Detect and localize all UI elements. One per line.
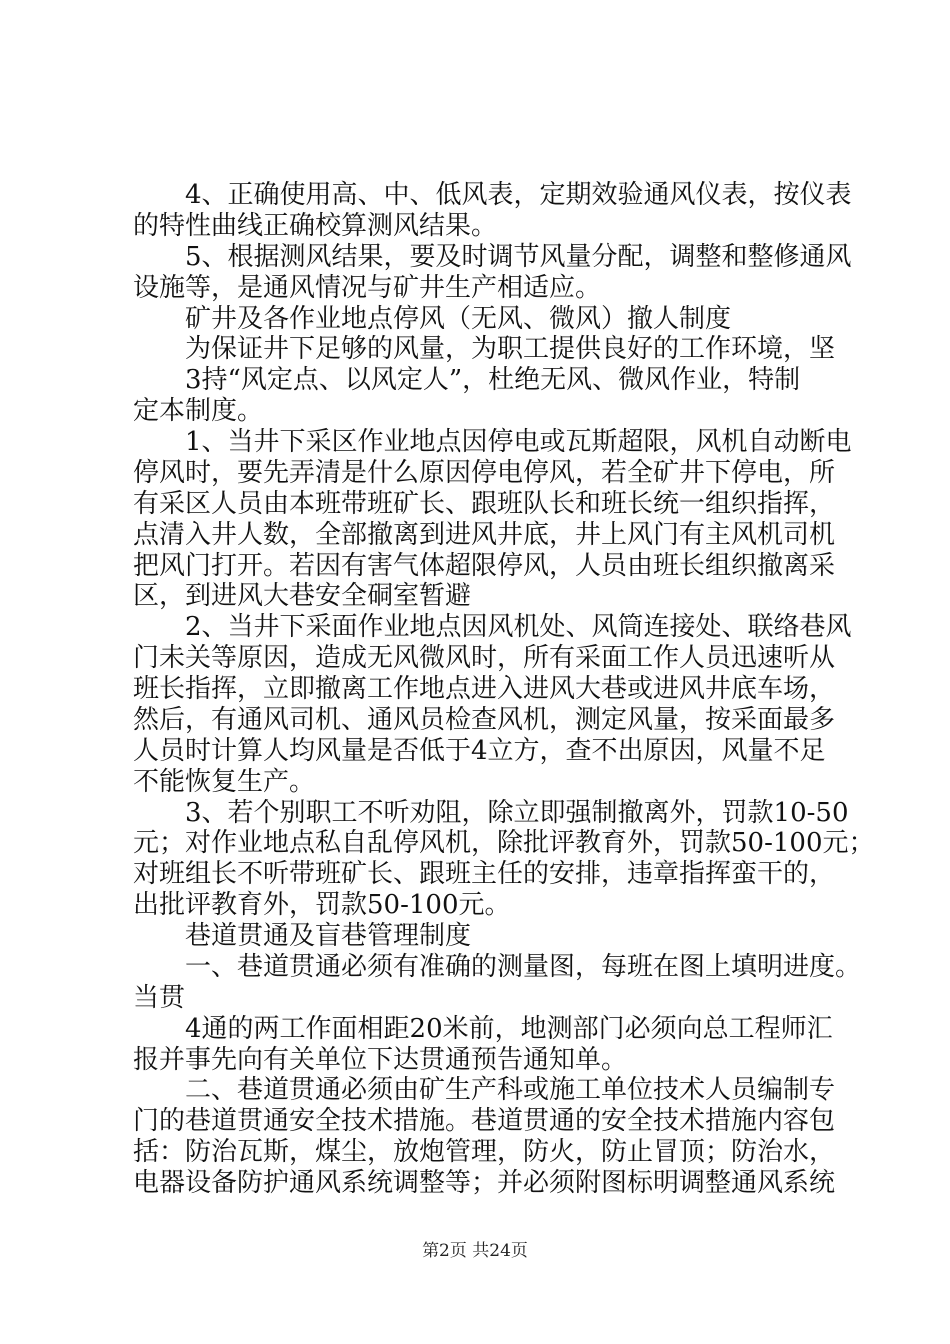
- paragraph-line: 2、当井下采面作业地点因风机处、风筒连接处、联络巷风: [133, 612, 852, 642]
- paragraph-line: 二、巷道贯通必须由矿生产科或施工单位技术人员编制专: [133, 1075, 836, 1105]
- paragraph-line: 1、当井下采区作业地点因停电或瓦斯超限，风机自动断电: [133, 427, 852, 457]
- paragraph-line: 的特性曲线正确校算测风结果。: [133, 211, 498, 241]
- paragraph-line: 3、若个别职工不听劝阻，除立即强制撤离外，罚款10-50: [133, 798, 849, 828]
- paragraph-line: 为保证井下足够的风量，为职工提供良好的工作环境，坚: [133, 334, 836, 364]
- paragraph-line: 电器设备防护通风系统调整等；并必须附图标明调整通风系统: [133, 1168, 836, 1198]
- paragraph-line: 4、正确使用高、中、低风表，定期效验通风仪表，按仪表: [133, 180, 852, 210]
- paragraph-line: 报并事先向有关单位下达贯通预告通知单。: [133, 1045, 628, 1075]
- paragraph-line: 当贯: [133, 983, 186, 1013]
- paragraph-line: 设施等，是通风情况与矿井生产相适应。: [133, 273, 602, 303]
- paragraph-line: 元；对作业地点私自乱停风机，除批评教育外，罚款50-100元；: [133, 828, 875, 858]
- paragraph-line: 点清入井人数，全部撤离到进风井底，井上风门有主风机司机: [133, 520, 836, 550]
- paragraph-line: 一、巷道贯通必须有准确的测量图，每班在图上填明进度。: [133, 952, 862, 982]
- paragraph-line: 停风时，要先弄清是什么原因停电停风，若全矿井下停电，所: [133, 458, 836, 488]
- paragraph-line: 括：防治瓦斯，煤尘，放炮管理，防火，防止冒顶；防治水，: [133, 1137, 836, 1167]
- section-heading: 矿井及各作业地点停风（无风、微风）撤人制度: [133, 304, 732, 334]
- paragraph-line: 定本制度。: [133, 396, 264, 426]
- paragraph-line: 5、根据测风结果，要及时调节风量分配，调整和整修通风: [133, 242, 852, 272]
- paragraph-line: 4通的两工作面相距20米前，地测部门必须向总工程师汇: [133, 1014, 833, 1044]
- paragraph-line: 出批评教育外，罚款50-100元。: [133, 890, 511, 920]
- paragraph-line: 对班组长不听带班矿长、跟班主任的安排，违章指挥蛮干的，: [133, 859, 836, 889]
- paragraph-line: 3持“风定点、以风定人”，杜绝无风、微风作业，特制: [133, 365, 801, 395]
- paragraph-line: 人员时计算人均风量是否低于4立方，查不出原因，风量不足: [133, 736, 826, 766]
- page-number-footer: 第2页 共24页: [422, 1241, 528, 1261]
- paragraph-line: 不能恢复生产。: [133, 767, 316, 797]
- section-heading: 巷道贯通及盲巷管理制度: [133, 921, 472, 951]
- paragraph-line: 班长指挥，立即撤离工作地点进入进风大巷或进风井底车场，: [133, 674, 836, 704]
- paragraph-line: 区，到进风大巷安全硐室暂避: [133, 581, 472, 611]
- paragraph-line: 有采区人员由本班带班矿长、跟班队长和班长统一组织指挥，: [133, 489, 836, 519]
- paragraph-line: 把风门打开。若因有害气体超限停风，人员由班长组织撤离采: [133, 551, 836, 581]
- paragraph-line: 然后，有通风司机、通风员检查风机，测定风量，按采面最多: [133, 705, 836, 735]
- paragraph-line: 门未关等原因，造成无风微风时，所有采面工作人员迅速听从: [133, 643, 836, 673]
- paragraph-line: 门的巷道贯通安全技术措施。巷道贯通的安全技术措施内容包: [133, 1106, 836, 1136]
